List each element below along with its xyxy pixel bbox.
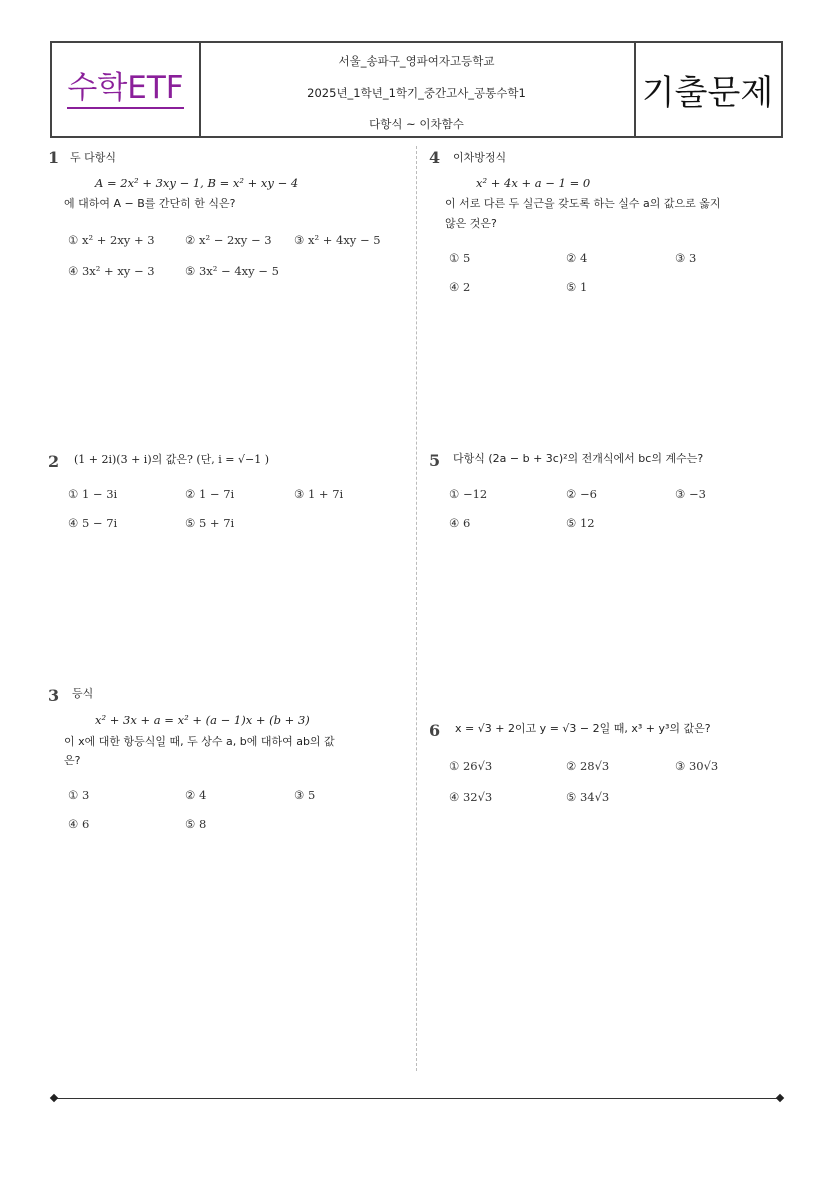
choice-1[interactable]: ① −12 <box>449 487 488 501</box>
choice-5[interactable]: ⑤ 34√3 <box>566 790 610 804</box>
question-prompt: 두 다항식 <box>70 151 117 164</box>
choice-3[interactable]: ③ −3 <box>675 487 706 501</box>
question-number: 4 <box>429 148 441 167</box>
header-box <box>50 41 783 138</box>
question-number: 5 <box>429 451 441 470</box>
choice-2[interactable]: ② 4 <box>566 251 588 265</box>
choice-4[interactable]: ④ 5 − 7i <box>68 516 118 530</box>
choice-5[interactable]: ⑤ 12 <box>566 516 595 530</box>
question-prompt: 등식 <box>72 687 94 700</box>
choice-5[interactable]: ⑤ 3x² − 4xy − 5 <box>185 264 279 278</box>
diamond-right-icon <box>776 1094 784 1102</box>
choice-5[interactable]: ⑤ 1 <box>566 280 588 294</box>
question-number: 2 <box>48 452 60 471</box>
logo <box>52 43 201 136</box>
choice-3[interactable]: ③ x² + 4xy − 5 <box>294 233 381 247</box>
choice-3[interactable]: ③ 1 + 7i <box>294 487 344 501</box>
choice-2[interactable]: ② 28√3 <box>566 759 610 773</box>
choice-3[interactable]: ③ 30√3 <box>675 759 719 773</box>
choice-1[interactable]: ① 3 <box>68 788 90 802</box>
choice-4[interactable]: ④ 6 <box>68 817 90 831</box>
diamond-left-icon <box>50 1094 58 1102</box>
choice-5[interactable]: ⑤ 8 <box>185 817 207 831</box>
choice-2[interactable]: ② 1 − 7i <box>185 487 235 501</box>
logo-text: 수학ETF <box>67 70 183 109</box>
choice-2[interactable]: ② x² − 2xy − 3 <box>185 233 272 247</box>
footer-rule <box>54 1098 780 1099</box>
choice-3[interactable]: ③ 3 <box>675 251 697 265</box>
choice-2[interactable]: ② −6 <box>566 487 597 501</box>
question-equation: A = 2x² + 3xy − 1, B = x² + xy − 4 <box>95 176 299 190</box>
question-equation: x² + 4x + a − 1 = 0 <box>476 176 591 190</box>
question-number: 6 <box>429 721 441 740</box>
column-divider <box>416 146 417 1071</box>
choice-4[interactable]: ④ 2 <box>449 280 471 294</box>
choice-4[interactable]: ④ 3x² + xy − 3 <box>68 264 155 278</box>
question-number: 1 <box>48 148 60 167</box>
choice-5[interactable]: ⑤ 5 + 7i <box>185 516 235 530</box>
choice-2[interactable]: ② 4 <box>185 788 207 802</box>
exam-scope: 다항식 ~ 이차함수 <box>369 117 464 131</box>
choice-1[interactable]: ① x² + 2xy + 3 <box>68 233 155 247</box>
choice-4[interactable]: ④ 32√3 <box>449 790 493 804</box>
exam-title: 2025년_1학년_1학기_중간고사_공통수학1 <box>307 86 526 100</box>
question-stem-line1: 이 서로 다른 두 실근을 갖도록 하는 실수 a의 값으로 옳지 <box>445 197 721 210</box>
choice-1[interactable]: ① 5 <box>449 251 471 265</box>
question-stem-line2: 않은 것은? <box>445 217 497 230</box>
header-info <box>199 43 636 136</box>
question-stem-line1: 이 x에 대한 항등식일 때, 두 상수 a, b에 대하여 ab의 값 <box>64 735 335 748</box>
question-prompt: 이차방정식 <box>453 151 507 164</box>
question-prompt: x = √3 + 2이고 y = √3 − 2일 때, x³ + y³의 값은? <box>455 722 711 735</box>
question-stem-line2: 은? <box>64 754 81 767</box>
choice-1[interactable]: ① 26√3 <box>449 759 493 773</box>
choice-1[interactable]: ① 1 − 3i <box>68 487 118 501</box>
question-prompt: 다항식 (2a − b + 3c)²의 전개식에서 bc의 계수는? <box>453 452 704 465</box>
question-prompt: (1 + 2i)(3 + i)의 값은? (단, i = √−1 ) <box>74 453 270 466</box>
choice-4[interactable]: ④ 6 <box>449 516 471 530</box>
question-equation: x² + 3x + a = x² + (a − 1)x + (b + 3) <box>95 713 310 727</box>
badge-title: 기출문제 <box>641 73 774 113</box>
choice-3[interactable]: ③ 5 <box>294 788 316 802</box>
school-name: 서울_송파구_영파여자고등학교 <box>338 54 495 68</box>
question-stem: 에 대하여 A − B를 간단히 한 식은? <box>64 197 236 210</box>
question-number: 3 <box>48 686 60 705</box>
